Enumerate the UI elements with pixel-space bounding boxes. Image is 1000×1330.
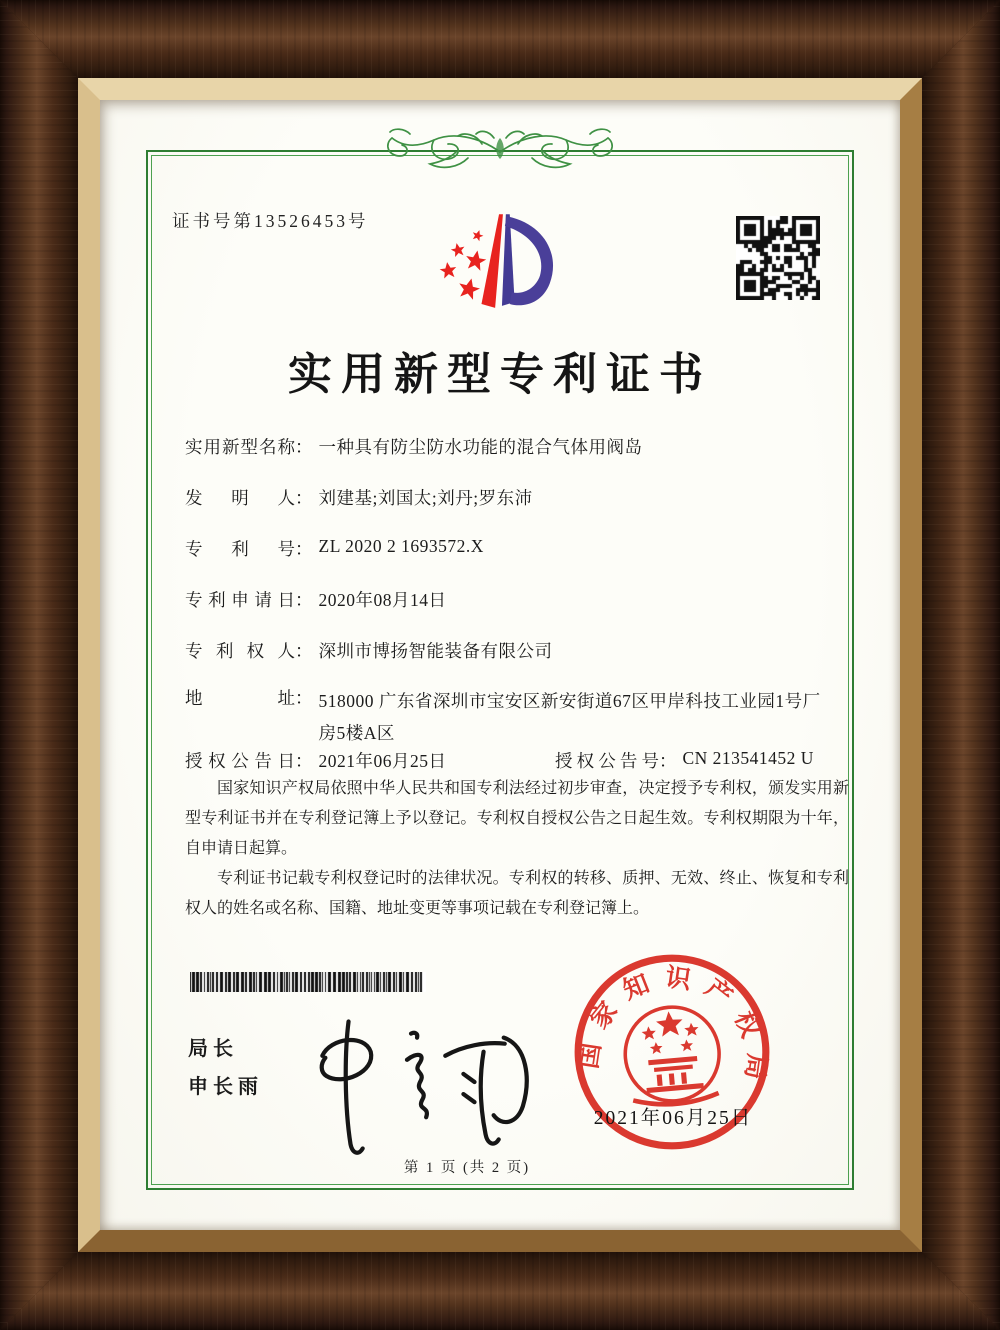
field-value: ZL 2020 2 1693572.X bbox=[318, 536, 484, 556]
certificate-title: 实用新型专利证书 bbox=[288, 350, 712, 399]
wood-frame-bottom bbox=[0, 1250, 1000, 1330]
field-row-inventors: 发明人 ： 刘建基;刘国太;刘丹;罗东沛 bbox=[185, 485, 533, 510]
barcode bbox=[190, 972, 426, 992]
field-row-grant-number: 授权公告号 ： CN 213541452 U bbox=[555, 748, 814, 771]
field-value: 2020年08月14日 bbox=[318, 590, 447, 610]
wood-frame-top bbox=[0, 0, 1000, 80]
svg-text:国家知识产权局: 国家知识产权局 bbox=[573, 962, 773, 1095]
legal-paragraph-2: 专利证书记载专利权登记时的法律状况。专利权的转移、质押、无效、终止、恢复和专利权人的姓名或名称、国籍、地址变更等事项记载在专利登记簿上。 bbox=[185, 869, 849, 917]
field-label: 授权公告号 bbox=[555, 751, 659, 771]
qr-code bbox=[736, 216, 820, 300]
field-row-grant-date: 授权公告日 ： 2021年06月25日 bbox=[185, 748, 447, 773]
wood-frame-left bbox=[0, 0, 80, 1330]
cnipa-patent-logo-icon bbox=[422, 194, 578, 332]
field-row-patentee: 专利权人 ： 深圳市博扬智能装备有限公司 bbox=[185, 638, 553, 663]
field-row-name: 实用新型名称 ： 一种具有防尘防水功能的混合气体用阀岛 bbox=[185, 434, 643, 459]
green-dragon-ornament bbox=[350, 124, 650, 180]
signer-role: 局长 bbox=[188, 1038, 238, 1060]
certificate-number: 证书号第13526453号 bbox=[172, 211, 369, 231]
field-row-filing-date: 专利申请日 ： 2020年08月14日 bbox=[185, 587, 447, 612]
field-label: 授权公告日 bbox=[185, 751, 295, 771]
field-value: 518000 广东省深圳市宝安区新安街道67区甲岸科技工业园1号厂房5楼A区 bbox=[318, 691, 821, 743]
field-label: 专利申请日 bbox=[185, 590, 295, 610]
field-value: 刘建基;刘国太;刘丹;罗东沛 bbox=[318, 488, 533, 508]
field-value: 一种具有防尘防水功能的混合气体用阀岛 bbox=[318, 437, 643, 457]
legal-text bbox=[185, 774, 849, 924]
legal-paragraph-1: 国家知识产权局依照中华人民共和国专利法经过初步审查，决定授予专利权，颁发实用新型专利证书并在专利登记簿上予以登记。专利权自授权公告之日起生效。专利权期限为十年，自申请日起算。 bbox=[185, 780, 849, 857]
field-value: 深圳市博扬智能装备有限公司 bbox=[318, 641, 553, 661]
field-label: 发明人 bbox=[185, 488, 295, 508]
field-value: CN 213541452 U bbox=[682, 748, 814, 768]
wood-frame-right bbox=[920, 0, 1000, 1330]
signer-block bbox=[188, 1030, 263, 1106]
field-value: 2021年06月25日 bbox=[318, 751, 447, 771]
field-label: 专利号 bbox=[185, 539, 295, 559]
field-label: 实用新型名称 bbox=[185, 437, 295, 457]
director-signature bbox=[278, 993, 540, 1175]
page-footer: 第 1 页 (共 2 页) bbox=[403, 1160, 531, 1176]
field-label: 地址 bbox=[185, 688, 295, 708]
field-row-patent-number: 专利号 ： ZL 2020 2 1693572.X bbox=[185, 536, 484, 559]
field-row-address: 地址 ： 518000 广东省深圳市宝安区新安街道67区甲岸科技工业园1号厂房5楼A区 bbox=[185, 685, 827, 749]
certificate-paper bbox=[100, 100, 900, 1230]
signer-name: 申长雨 bbox=[188, 1076, 263, 1098]
field-label: 专利权人 bbox=[185, 641, 295, 661]
seal-date: 2021年06月25日 bbox=[593, 1108, 753, 1129]
